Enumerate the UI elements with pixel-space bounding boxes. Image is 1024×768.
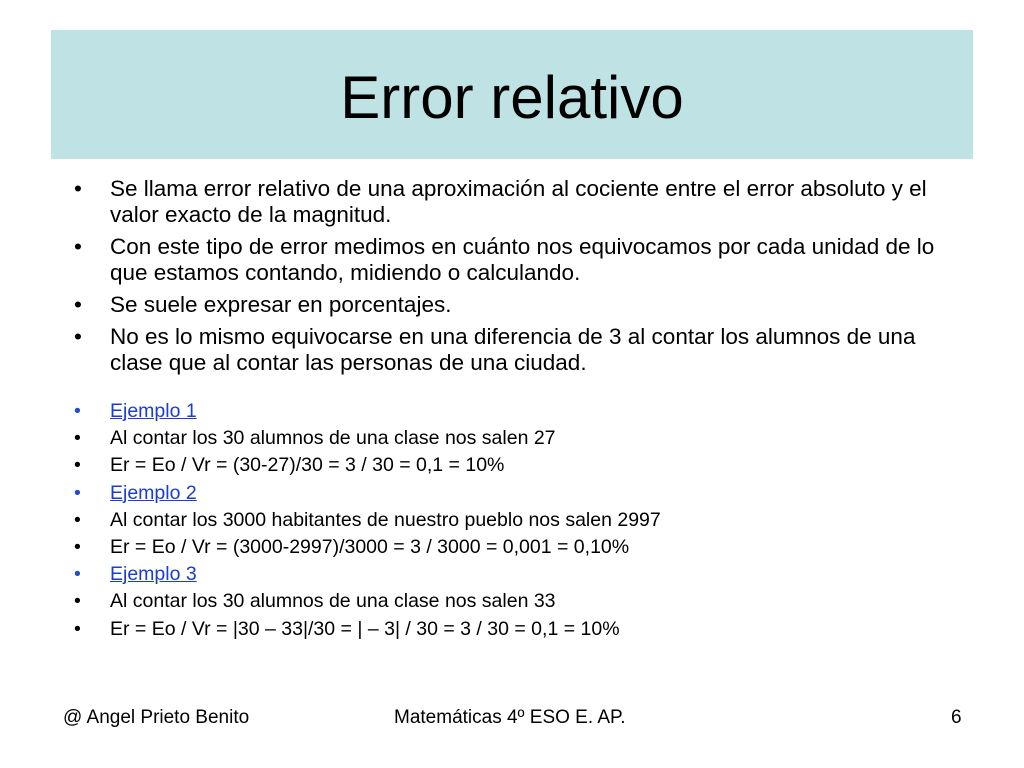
bullet-icon: • — [74, 508, 81, 531]
bullet-icon: • — [74, 292, 82, 317]
main-bullet-text: Con este tipo de error medimos en cuánto nos equivocamos por cada unidad de lo que estamos contando, midiendo o calculando. — [110, 234, 935, 285]
example-2-formula: Er = Eo / Vr = (3000-2997)/3000 = 3 / 3000 = 0,001 = 0,10% — [110, 535, 630, 558]
bullet-icon: • — [74, 590, 81, 613]
footer-page-number: 6 — [951, 707, 962, 728]
example-2-link-item — [74, 480, 974, 507]
main-bullet-text: No es lo mismo equivocarse en una diferencia de 3 al contar los alumnos de una clase que al contar las personas de una ciudad. — [110, 324, 916, 375]
bullet-icon: • — [74, 617, 81, 640]
example-3-link-item — [74, 561, 974, 588]
main-bullet-list — [74, 176, 974, 382]
bullet-icon: • — [74, 454, 81, 477]
footer-course: Matemáticas 4º ESO E. AP. — [394, 707, 626, 728]
example-1-statement-item — [74, 425, 974, 452]
main-bullet-item — [74, 176, 974, 228]
main-bullet-item — [74, 292, 974, 318]
examples-list — [74, 398, 974, 643]
bullet-icon: • — [74, 563, 81, 586]
slide-title: Error relativo — [340, 63, 684, 131]
example-1-link-item — [74, 398, 974, 425]
main-bullet-text: Se suele expresar en porcentajes. — [110, 292, 452, 317]
title-band — [51, 30, 973, 159]
example-2-statement: Al contar los 3000 habitantes de nuestro pueblo nos salen 2997 — [110, 508, 661, 531]
example-3-statement-item — [74, 588, 974, 615]
example-2-link[interactable]: Ejemplo 2 — [110, 481, 197, 504]
example-2-statement-item — [74, 507, 974, 534]
main-bullet-item — [74, 234, 974, 286]
example-1-formula-item — [74, 452, 974, 479]
main-bullet-text: Se llama error relativo de una aproximación al cociente entre el error absoluto y el valor exacto de la magnitud. — [110, 176, 927, 227]
example-1-statement: Al contar los 30 alumnos de una clase nos salen 27 — [110, 427, 556, 450]
bullet-icon: • — [74, 535, 81, 558]
example-1-link[interactable]: Ejemplo 1 — [110, 400, 197, 422]
example-3-formula-item — [74, 616, 974, 643]
footer-author: @ Angel Prieto Benito — [63, 707, 250, 728]
bullet-icon: • — [74, 324, 82, 349]
example-3-statement: Al contar los 30 alumnos de una clase nos salen 33 — [110, 590, 556, 613]
bullet-icon: • — [74, 176, 82, 201]
bullet-icon: • — [74, 427, 81, 450]
bullet-icon: • — [74, 234, 82, 259]
example-2-formula-item — [74, 534, 974, 561]
main-bullet-item — [74, 324, 974, 376]
example-1-formula: Er = Eo / Vr = (30-27)/30 = 3 / 30 = 0,1 = 10% — [110, 454, 505, 477]
example-3-link[interactable]: Ejemplo 3 — [110, 563, 197, 586]
example-3-formula: Er = Eo / Vr = |30 – 33|/30 = | – 3| / 30 = 3 / 30 = 0,1 = 10% — [110, 617, 620, 640]
bullet-icon: • — [74, 481, 81, 504]
bullet-icon: • — [74, 400, 81, 422]
